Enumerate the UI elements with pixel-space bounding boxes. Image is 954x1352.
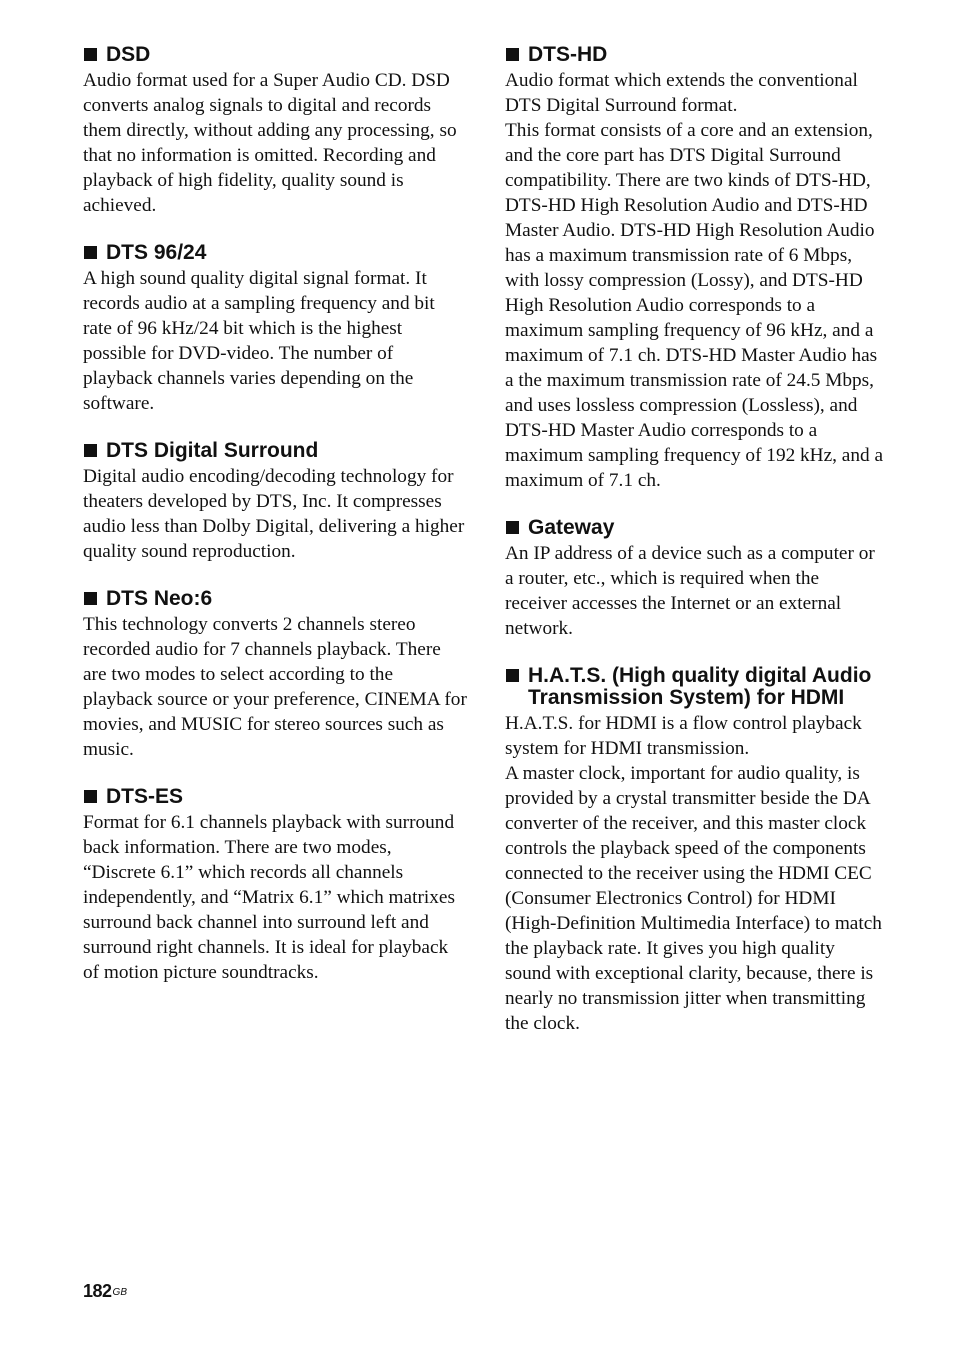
- square-bullet-icon: [84, 246, 97, 259]
- entry-heading-text: DTS-HD: [528, 43, 608, 66]
- entry-heading-text: DTS-ES: [106, 785, 184, 808]
- entry-paragraph: An IP address of a device such as a computer or a router, etc., which is required when the receiver accesses the Internet or an external network.: [505, 543, 875, 639]
- entry-body: [83, 464, 467, 564]
- entry-heading: [83, 242, 467, 264]
- square-bullet-icon: [84, 48, 97, 61]
- square-bullet-icon: [506, 669, 519, 682]
- entry-body: [83, 68, 467, 218]
- entry-heading-text: H.A.T.S. (High quality digital Audio Transmission System) for HDMI: [528, 664, 872, 709]
- glossary-entry-dsd: [83, 44, 467, 218]
- glossary-entry-dts-hd: [505, 44, 885, 493]
- square-bullet-icon: [84, 790, 97, 803]
- entry-heading: [83, 786, 467, 808]
- entry-paragraph: This format consists of a core and an extension, and the core part has DTS Digital Surround compatibility. There are two kinds of DTS-HD, DTS-HD High Resolution Audio and DTS-HD Master Audio. DTS-HD High Resolution Audio has a maximum transmission rate of 6 Mbps, with lossy compression (Lossy), and DTS-HD High Resolution Audio corresponds to a maximum sampling frequency of 96 kHz, and a maximum of 7.1 ch. DTS-HD Master Audio has a the maximum transmission rate of 24.5 Mbps, and uses lossless compression (Lossless), and DTS-HD Master Audio corresponds to a maximum sampling frequency of 192 kHz, and a maximum of 7.1 ch.: [505, 120, 884, 491]
- entry-body: [505, 68, 885, 493]
- entry-paragraph: Format for 6.1 channels playback with surround back information. There are two modes, “Discrete 6.1” which records all channels independently, and “Matrix 6.1” which matrixes surround back channel into surround left and surround right channels. It is ideal for playback of motion picture soundtracks.: [83, 812, 455, 983]
- page-number: [83, 1280, 127, 1302]
- left-column: [83, 44, 467, 1009]
- square-bullet-icon: [84, 592, 97, 605]
- entry-paragraph: A high sound quality digital signal format. It records audio at a sampling frequency and bit rate of 96 kHz/24 bit which is the highest possible for DVD-video. The number of playback channels varies depending on the software.: [83, 268, 435, 414]
- glossary-entry-dts-es: [83, 786, 467, 985]
- glossary-entry-hats: [505, 665, 885, 1036]
- page-number-suffix: GB: [112, 1287, 127, 1298]
- page-number-value: 182: [83, 1281, 112, 1301]
- glossary-entry-dts-digital-surround: [83, 440, 467, 564]
- entry-heading-text: Gateway: [528, 516, 615, 539]
- entry-body: [505, 541, 885, 641]
- entry-heading: [505, 517, 885, 539]
- entry-heading: [505, 44, 885, 66]
- entry-body: [505, 711, 885, 1036]
- entry-heading-text: DTS Neo:6: [106, 587, 213, 610]
- glossary-entry-dts-96-24: [83, 242, 467, 416]
- entry-paragraph: A master clock, important for audio quality, is provided by a crystal transmitter beside the DA converter of the receiver, and this master clock controls the playback speed of the components connected to the receiver using the HDMI CEC (Consumer Electronics Control) for HDMI (High-Definition Multimedia Interface) to match the playback rate. It gives you high quality sound with exceptional clarity, because, there is nearly no transmission jitter when transmitting the clock.: [505, 763, 882, 1034]
- entry-heading-text: DTS Digital Surround: [106, 439, 319, 462]
- entry-heading-text: DTS 96/24: [106, 241, 207, 264]
- square-bullet-icon: [84, 444, 97, 457]
- entry-body: [83, 612, 467, 762]
- entry-heading: [83, 440, 467, 462]
- square-bullet-icon: [506, 521, 519, 534]
- entry-heading-text: DSD: [106, 43, 151, 66]
- glossary-entry-gateway: [505, 517, 885, 641]
- entry-body: [83, 810, 467, 985]
- square-bullet-icon: [506, 48, 519, 61]
- glossary-entry-dts-neo6: [83, 588, 467, 762]
- entry-paragraph: Audio format used for a Super Audio CD. DSD converts analog signals to digital and records them directly, without adding any processing, so that no information is omitted. Recording and playback of high fidelity, quality sound is achieved.: [83, 70, 457, 216]
- entry-heading: [505, 665, 885, 709]
- entry-paragraph: This technology converts 2 channels stereo recorded audio for 7 channels playback. There are two modes to select according to the playback source or your preference, CINEMA for movies, and MUSIC for stereo sources such as music.: [83, 614, 467, 760]
- entry-body: [83, 266, 467, 416]
- right-column: [505, 44, 885, 1060]
- entry-paragraph: Digital audio encoding/decoding technology for theaters developed by DTS, Inc. It compresses audio less than Dolby Digital, delivering a higher quality sound reproduction.: [83, 466, 465, 562]
- entry-paragraph: Audio format which extends the conventional DTS Digital Surround format.: [505, 70, 858, 116]
- entry-heading: [83, 44, 467, 66]
- entry-heading: [83, 588, 467, 610]
- entry-paragraph: H.A.T.S. for HDMI is a flow control playback system for HDMI transmission.: [505, 713, 862, 759]
